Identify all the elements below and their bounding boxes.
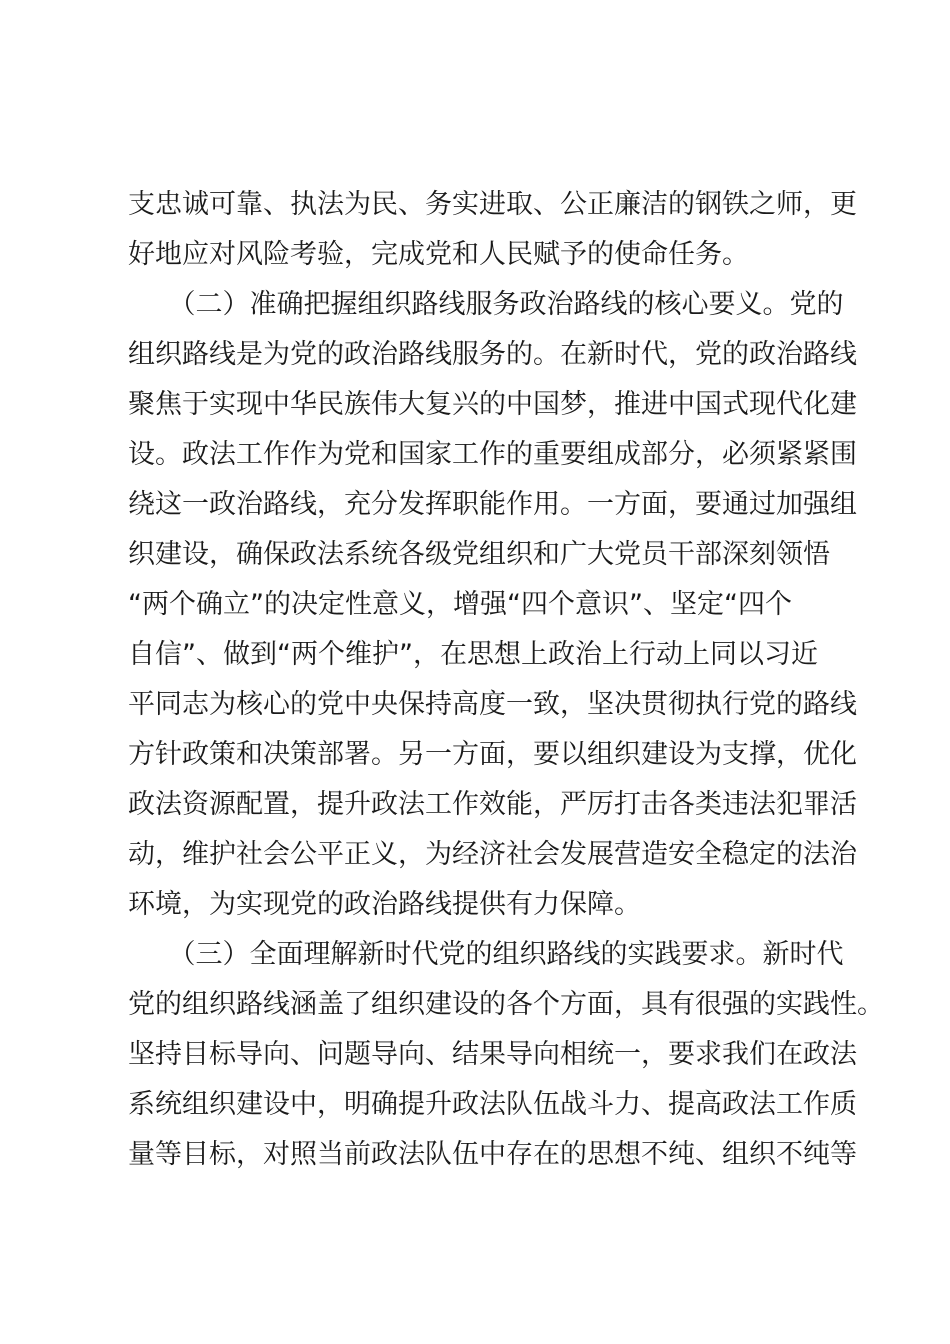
text-line: 方针政策和决策部署。另一方面，要以组织建设为支撑，优化 — [128, 739, 857, 770]
text-line: 量等目标，对照当前政法队伍中存在的思想不纯、组织不纯等 — [128, 1139, 857, 1170]
text-line: 平同志为核心的党中央保持高度一致，坚决贯彻执行党的路线 — [128, 689, 857, 720]
text-line: 好地应对风险考验，完成党和人民赋予的使命任务。 — [128, 239, 749, 270]
body-text — [128, 180, 884, 1180]
text-line: 组织路线是为党的政治路线服务的。在新时代，党的政治路线 — [128, 339, 857, 370]
text-line: “两个确立”的决定性意义，增强“四个意识”、坚定“四个 — [128, 589, 792, 620]
text-line: 聚焦于实现中华民族伟大复兴的中国梦，推进中国式现代化建 — [128, 389, 857, 420]
text-line: 环境，为实现党的政治路线提供有力保障。 — [128, 889, 641, 920]
text-line: 绕这一政治路线，充分发挥职能作用。一方面，要通过加强组 — [128, 489, 857, 520]
text-line: 政法资源配置，提升政法工作效能，严厉打击各类违法犯罪活 — [128, 789, 857, 820]
text-line: 织建设，确保政法系统各级党组织和广大党员干部深刻领悟 — [128, 539, 830, 570]
text-line: 自信”、做到“两个维护”，在思想上政治上行动上同以习近 — [128, 639, 818, 670]
text-line: 系统组织建设中，明确提升政法队伍战斗力、提高政法工作质 — [128, 1089, 857, 1120]
text-line: （三）全面理解新时代党的组织路线的实践要求。新时代 — [128, 939, 844, 970]
text-line: 党的组织路线涵盖了组织建设的各个方面，具有很强的实践性。 — [128, 989, 884, 1020]
text-line: 设。政法工作作为党和国家工作的重要组成部分，必须紧紧围 — [128, 439, 857, 470]
text-line: 支忠诚可靠、执法为民、务实进取、公正廉洁的钢铁之师，更 — [128, 189, 857, 220]
text-line: （二）准确把握组织路线服务政治路线的核心要义。党的 — [128, 289, 844, 320]
text-line: 坚持目标导向、问题导向、结果导向相统一，要求我们在政法 — [128, 1039, 857, 1070]
text-line: 动，维护社会公平正义，为经济社会发展营造安全稳定的法治 — [128, 839, 857, 870]
